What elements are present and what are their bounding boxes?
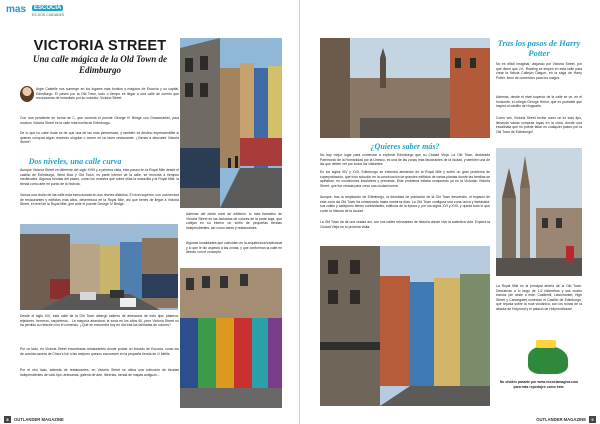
- spires-illustration: [496, 148, 582, 276]
- left-footer: [4, 414, 64, 424]
- more-paragraph: No hay mejor lugar para comenzar a explorar Edimburgo que su Ciudad Vieja. La Old Town, declarada Patrimonio de la Humanidad por la Unesco, es una de las zonas más fascinantes de la ciudad, y también una de las que deben ver por todos los visitantes.: [320, 153, 490, 167]
- heading-harry-potter: Tras los pasos de Harry Potter: [497, 38, 581, 58]
- col1-paragraph: Aunque Victoria Street es diferente del siglo XVIII y a primera vista, este paseo en la Royal Mile desde el castillo de Edimburgo, West Bow y Old Town, es parte interior de la calle, se remonta a tiempos medievales. Algunos tiendas del paseo, como los muestra que sobre ellas la maravilla y la Royal Mile, la tienda como arte en punto de la historia.: [20, 168, 179, 186]
- more-paragraph-3: Aunque, tras la ampliación de Edimburgo, la densidad de población de la Old Town descendió, el espacio de esta zona da Old Town ha conservado hasta nuestros días. La Old Town configura una zona única y fantástica, sus calles y callejones tienen curiosidades, edificios de la época y, por los siglos XVI y XVII, y queda todo lo que contó la historia de la ciudad.: [320, 195, 490, 213]
- intro-paragraph-3: De lo que no cabe duda es de que una de las más pintorescas, y también es destino imprescindible si quieres comprar algún recuerdo singular o comer en un buen restaurante. ¿Vienes a descubrir Victoria Street?: [20, 131, 179, 145]
- city-view-illustration: [320, 38, 490, 138]
- street-curve-illustration: [180, 38, 282, 208]
- more-paragraph-2: En los siglos XIV y XVII, Edimburgo se extendía alrededor de la Royal Mile y sufrió un gran problema de superpoblación, que tuvo solución en la construcción de grandes edificios de varias plantas donde las familias se apiñaban, en condiciones insalubres y precarias. Este problema estaba compuesto ya en la Victorian Victoria Street, que fue creada para crear una ciudad nueva.: [320, 170, 490, 188]
- right-page: [300, 0, 600, 424]
- logo-right-text: ESCOCIA: [34, 5, 62, 11]
- photo-royal-mile: [320, 246, 490, 406]
- photo-street-curve: [180, 38, 282, 208]
- photo-city-view: [320, 38, 490, 138]
- left-footer-label: OUTLANDER MAGAZINE: [14, 416, 64, 422]
- potter-paragraph-2: Además, desde el nivel superior de la calle se ve, en el horizonte, el colegio George Heriot, que es probable que inspiró al castillo de Hogwarts.: [496, 95, 582, 109]
- royal-mile-illustration: [320, 246, 490, 406]
- shop-fronts-illustration: [180, 268, 282, 408]
- col2-paragraph: Además del doble nivel de edificios, lo más llamativo de Victoria Street es las fachadas de colores de la parte baja, que cobijan en su interior un sinfín de pequeñas tiendas independientes, así como bares y restaurantes.: [186, 212, 282, 230]
- section-heading: Dos niveles, una calle curva: [28, 157, 122, 166]
- col1b-paragraph: Vamos una visión de las calle está estructurada en dos niveles distintos. El nivel superior, con una terraza de restaurantes y edificios más altos, desemboca en la Royal Mile, así que tienes de llegar a Victoria Street, el nivel de la Royal Mile, gire ante el puente George IV Bridge.: [20, 193, 179, 207]
- left-page-number: 8: [4, 416, 11, 423]
- ad-paragraph: No olvides pasarte por www.escociamagica.com para más reportajes como éste.: [499, 380, 579, 389]
- col3b-paragraph: Por un lado, en Victoria Street encontrarás restaurantes donde probar un bocado de Escocia, como los de comida casera de Chico's Ice o las mejores quesos escoceses en la pequeña tienda de IJ Mellis.: [20, 347, 179, 356]
- heading-learn-more: ¿Quieres saber más?: [370, 142, 440, 151]
- right-footer: [536, 414, 596, 424]
- right-footer-label: OUTLANDER MAGAZINE: [536, 416, 586, 422]
- col3-paragraph: Desde el siglo XIX, esta calle de la Old Town albergó talleres de artesanos de todo tipo: plateros, tejedores, herreros, carpinteros... La mayoría abandonó la zona en los años 60, pero Victoria Street no ha perdido su relación con el comercio. ¿Qué se encuentra hoy en día tras las fachadas de colores?: [20, 314, 179, 328]
- street-cars-illustration: [20, 224, 178, 310]
- mascot-badge: [536, 340, 556, 348]
- page-subtitle: Una calle mágica de la Old Town de Edimburgo: [33, 54, 167, 75]
- photo-street-cars: [20, 224, 178, 310]
- more-paragraph-4: La Old Town da de una ciudad así, con sus calles rebosantes de historia donde vivir la auténtica vida. Explora la Ciudad Vieja en tu próxima visita.: [320, 220, 490, 229]
- brand-logo: [6, 4, 96, 18]
- royal-mile-paragraph: La Royal Mile es la principal arteria de la Old Town. Desciende a lo largo de 1,6 kilómetros y sus cuatro tramos (de oeste a este: Castlehill, Lawnmarket, High Street y Canongate) conectan el Castillo de Edimburgo, que reposa sobre la roca volcánica, con los ruinas de la abadía de Holyrood y el palacio de Holyroodhouse.: [496, 284, 582, 311]
- logo-tagline: ES DOS CIUDADES: [32, 13, 65, 17]
- author-avatar: [20, 86, 34, 102]
- col3c-paragraph: Por el otro lado, además de restaurantes, en Victoria Street se ubica una colección de tiendas independientes de todo tipo: artesanas, galería de arte, librerías, tienda de mapas antiguos...: [20, 368, 179, 377]
- photo-spires: [496, 148, 582, 276]
- photo-shop-fronts: [180, 268, 282, 408]
- potter-paragraph: No es difícil imaginar, viajando por Victoria Street, por qué dicen que J.K. Rowling se inspiró en esta calle para crear la ficticia Callejón Diagon, en la saga de Harry Potter, lleno de comercios para los magos.: [496, 62, 582, 80]
- intro-paragraph: Argie Castelle nos sumerge en los lugares más bonitos y mágicos de Escocia y su capital, Edimburgo. El paseo por la Old Town, todo o tiempo es llegar a una calle de cuento que reconocerás de inmediato por su colorido: Victoria Street.: [36, 87, 179, 101]
- col2b-paragraph: Algunas tonalidades que coinciden en la arquitectura tradicional y lo que le dio aspecto a las zonas, y que conforman la calle en directo con el concepto.: [186, 241, 282, 255]
- intro-paragraph-2: Con una pendiente en forma de C, que conecta el puente George IV Bridge con Grassmarket, para muchos Victoria Street es la calle más bonita de Edimburgo.: [20, 116, 179, 125]
- mascot-icon: [528, 346, 568, 374]
- right-page-number: 9: [589, 416, 596, 423]
- potter-paragraph-3: Como ves, Victoria Street recibe como un lío todo tipo, llenando varias compras tuyas en la cima, donde una escalinata que no puede faltar en cualquier paseo por la Old Town de Edimburgo!: [496, 116, 582, 134]
- page-title: VICTORIA STREET: [33, 38, 167, 54]
- logo-left-text: mas: [6, 4, 27, 15]
